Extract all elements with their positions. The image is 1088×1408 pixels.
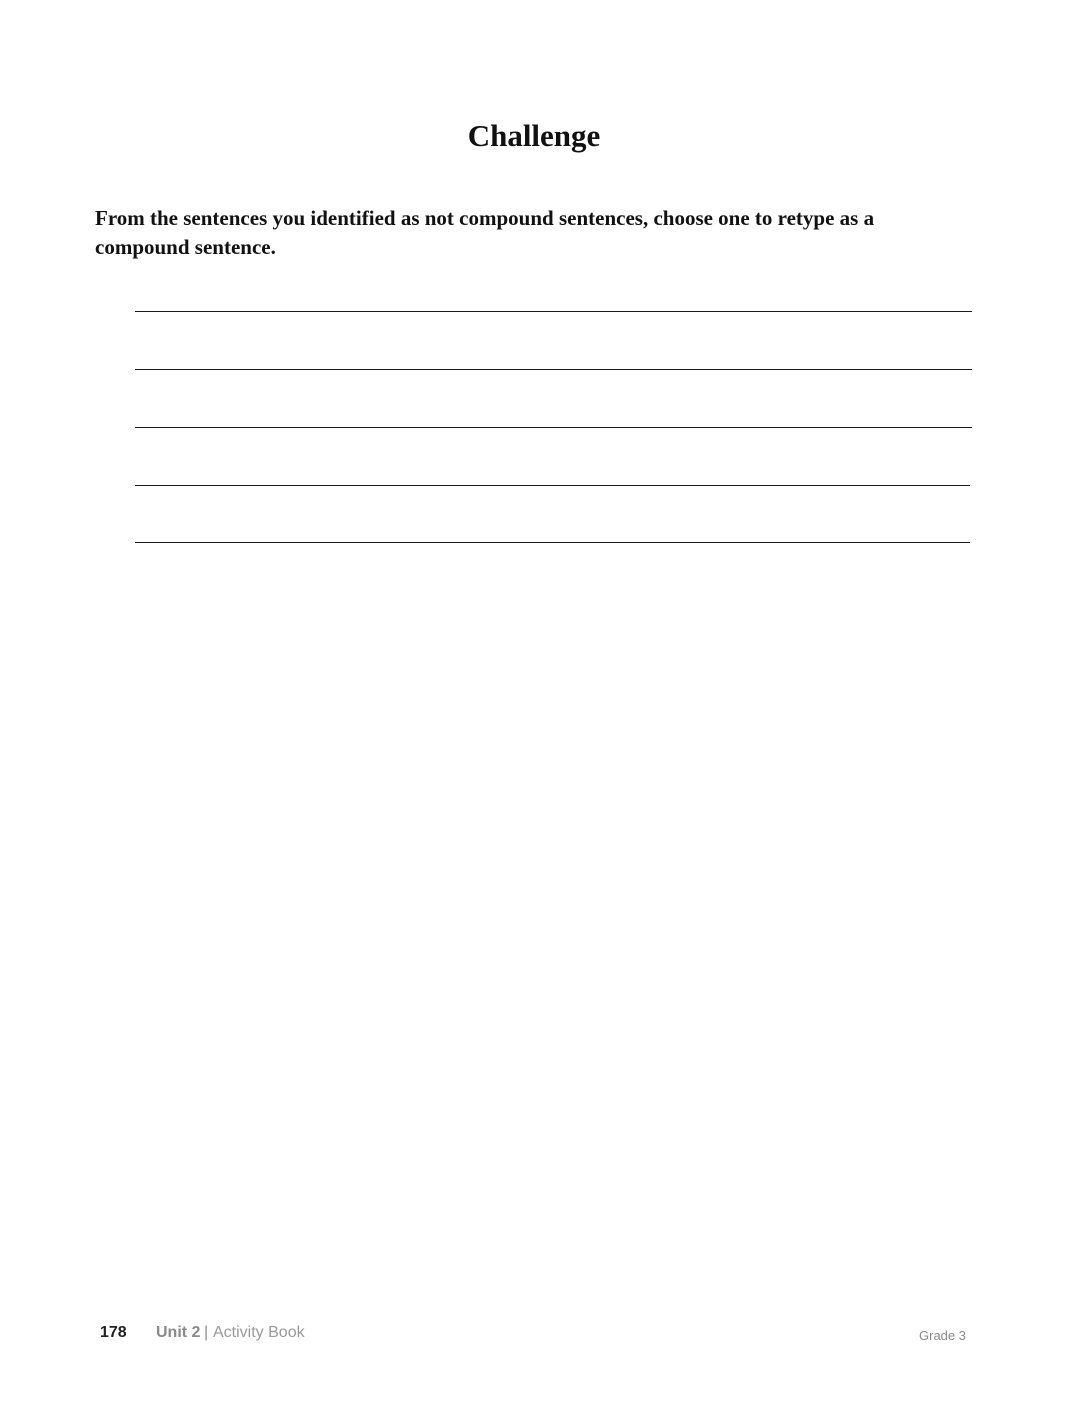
book-label: Activity Book <box>213 1324 305 1341</box>
footer-separator: | <box>204 1324 209 1341</box>
answer-line-2[interactable] <box>135 369 972 370</box>
grade-label: Grade 3 <box>919 1328 966 1343</box>
unit-label: Unit 2 <box>156 1324 201 1341</box>
page-number: 178 <box>100 1324 127 1341</box>
page-title: Challenge <box>467 118 601 153</box>
answer-line-3[interactable] <box>135 427 972 428</box>
answer-line-1[interactable] <box>135 311 972 312</box>
answer-line-4[interactable] <box>135 485 970 486</box>
instructions-text: From the sentences you identified as not compound sentences, choose one to retype as a compound sentence. <box>95 206 875 259</box>
answer-line-5[interactable] <box>135 542 970 543</box>
